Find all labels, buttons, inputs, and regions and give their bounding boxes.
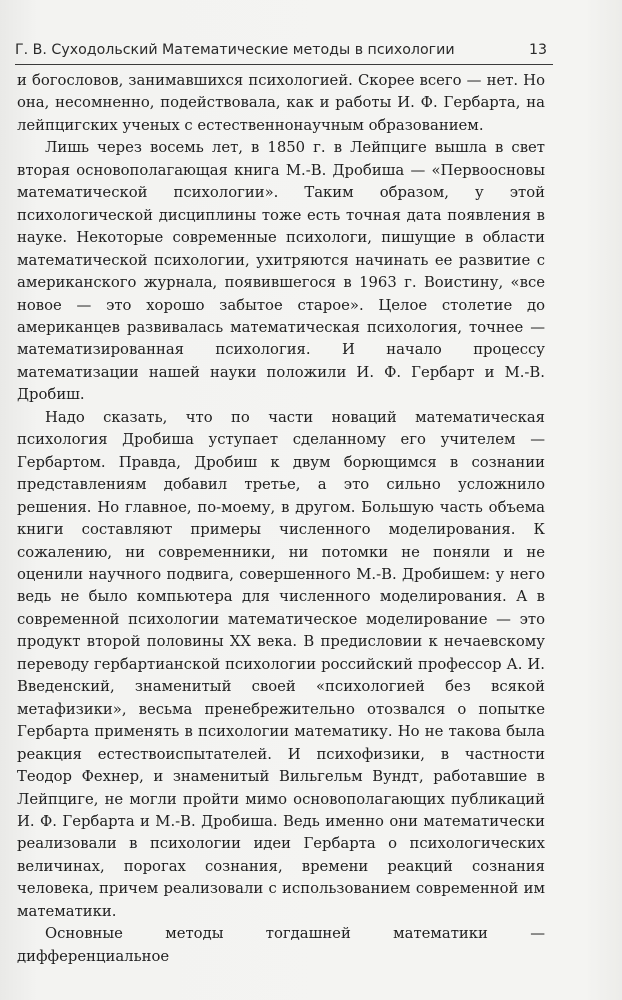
paragraph-methods: Основные методы тогдашней математики — дифференциальное: [17, 925, 545, 965]
paragraph-continuation: и богословов, занимавшихся психологией. Скорее всего — нет. Но она, несомненно, подействовала, как и работы И. Ф. Гербарта, на лейпцигских ученых с естественнонаучным образованием.: [17, 72, 545, 134]
paragraph-drobisch-book: Лишь через восемь лет, в 1850 г. в Лейпциге вышла в свет вторая основополагающая книга М.-В. Дробиша — «Первооснoвы математической психологии». Таким образом, у этой психологической дисциплины тоже есть точная дата появления в науке. Некоторые современные психологи, пишущие в области математической психологии, ухитряются начинать ее развитие с американского журнала, появившегося в 1963 г. Воистину, «все новое — это хорошо забытое старое». Целое столетие до американцев развивалась математическая психология, точнее — математизированная психология. И начало процессу математизации нашей науки положили И. Ф. Гербарт и М.-В. Дробиш.: [17, 139, 545, 404]
running-title: Г. В. Суходольский Математические методы в психологии: [15, 42, 455, 58]
body-text: [17, 70, 545, 968]
page-number: 13: [528, 42, 547, 58]
running-header: [15, 36, 553, 65]
paragraph-innovations: Надо сказать, что по части новаций математическая психология Дробиша уступает сделанному его учителем — Гербартом. Правда, Дробиш к двум борющимся в сознании представлениям добавил третье, а это сильно усложнило решения. Но главное, по-моему, в другом. Большую часть объема книги составляют примеры численного моделирования. К сожалению, ни современники, ни потомки не поняли и не оценили научного подвига, совершенного М.-В. Дробишем: у него ведь не было компьютера для численного моделирования. А в современной психологии математическое моделирование — это продукт второй половины XX века. В предисловии к нечаевскому переводу гербартианской психологии российский профессор А. И. Введенский, знаменитый своей «психологией без всякой метафизики», весьма пренебрежительно отозвался о попытке Гербарта применять в психологии математику. Но не такова была реакция естествоиспытателей. И психофизики, в частности Теодор Фехнер, и знаменитый Вильгельм Вундт, работавшие в Лейпциге, не могли пройти мимо основополагающих публикаций И. Ф. Гербарта и М.-В. Дробиша. Ведь именно они математически реализовали в психологии идеи Гербарта о психологических величинах, порогах сознания, времени реакций сознания человека, причем реализовали с использованием современной им математики.: [17, 408, 545, 920]
